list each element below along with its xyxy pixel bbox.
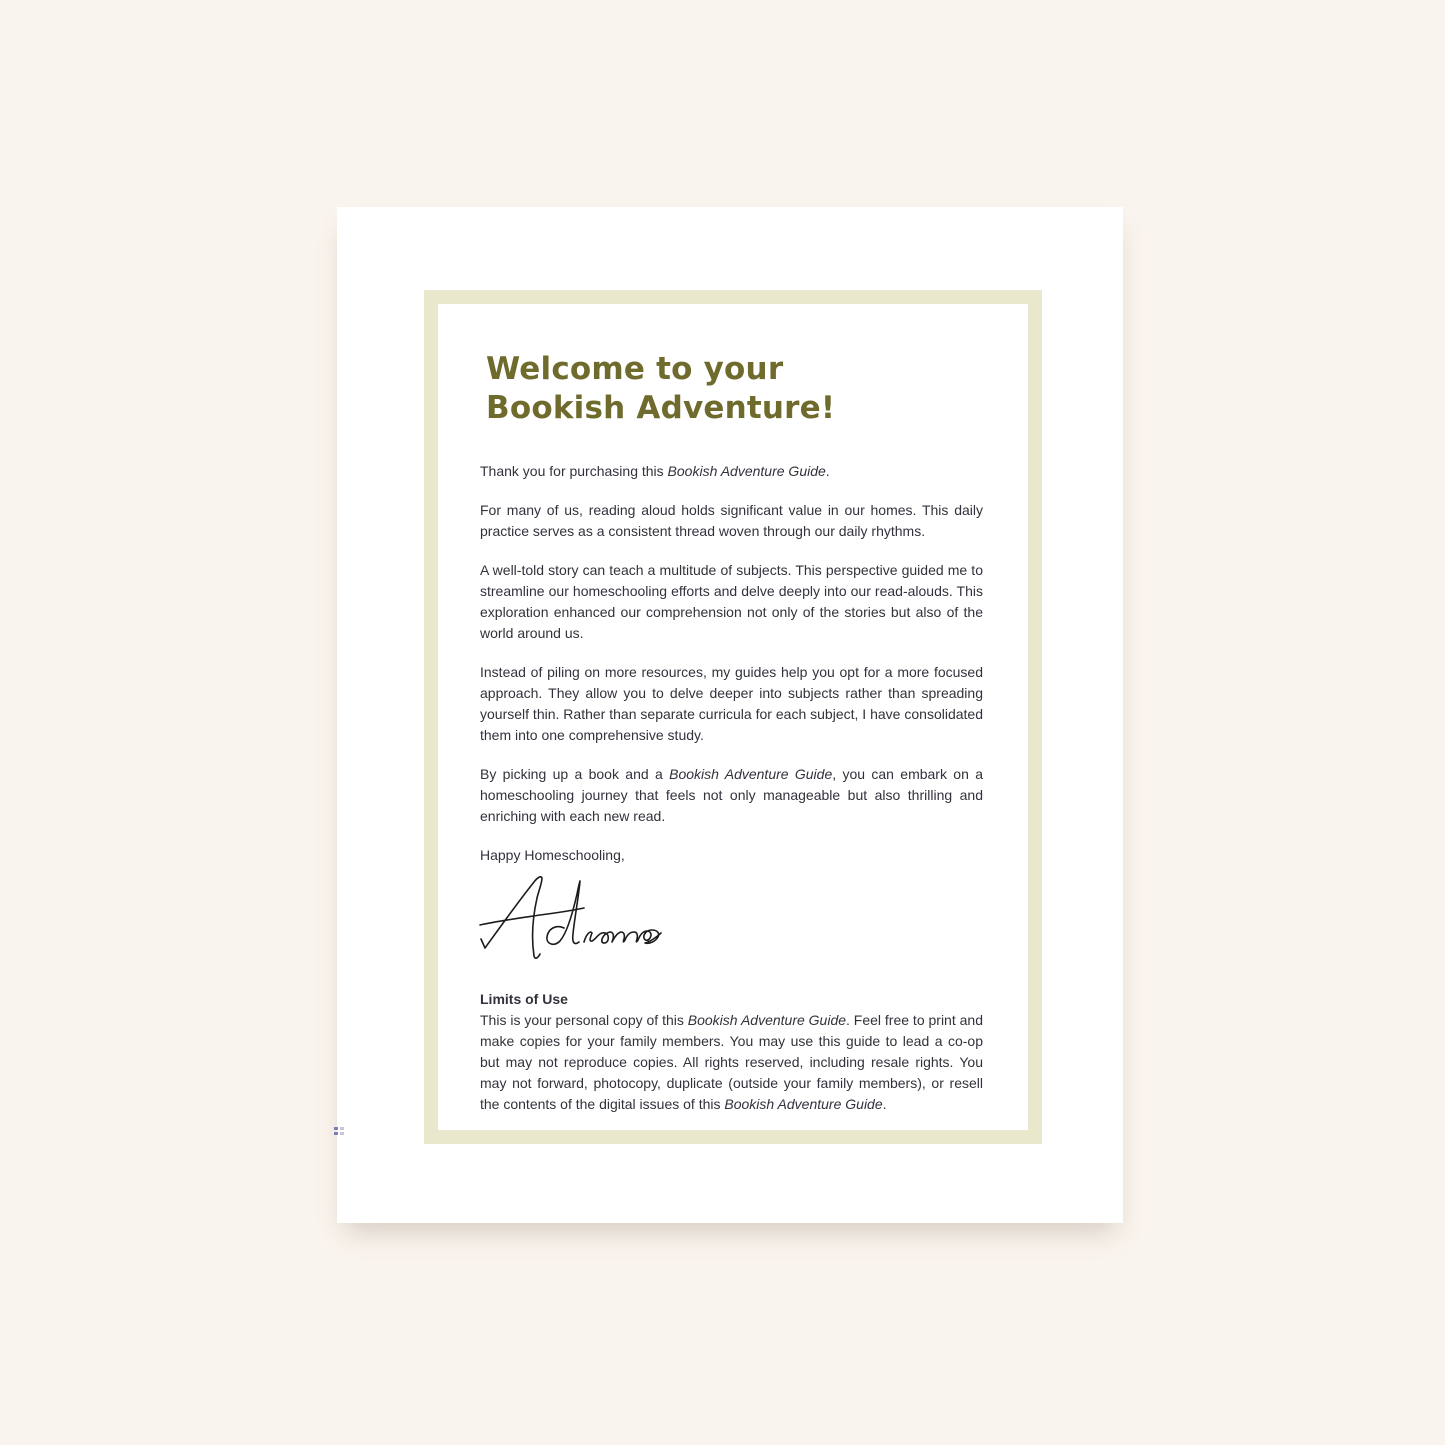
signature-rianne-stroke	[584, 930, 661, 943]
letter-body-bottom	[480, 989, 983, 1115]
page-title	[486, 350, 983, 428]
letter-body-top	[480, 461, 983, 866]
artifact-dot	[334, 1127, 338, 1130]
page-title-line1: Welcome to your	[486, 351, 784, 387]
document-page	[337, 207, 1123, 1223]
paragraph: Thank you for purchasing this Bookish Adventure Guide.	[480, 463, 830, 479]
signature-a-stroke	[481, 877, 542, 958]
signature	[478, 872, 668, 964]
artifact-dot	[334, 1132, 338, 1135]
signature-d-stroke	[547, 881, 580, 944]
paragraph: By picking up a book and a Bookish Adventure Guide, you can embark on a homeschooling journey that feels not only manageable but also thrilling and enriching with each new read.	[480, 766, 983, 824]
paragraph: For many of us, reading aloud holds significant value in our homes. This daily practice serves as a consistent thread woven through our daily rhythms.	[480, 502, 983, 539]
letter-content	[438, 304, 1028, 1130]
paragraph: Instead of piling on more resources, my guides help you opt for a more focused approach. They allow you to delve deeper into subjects rather than spreading yourself thin. Rather than separate curricula for each subject, I have consolidated them into one comprehensive study.	[480, 664, 983, 743]
page-artifact	[334, 1127, 348, 1141]
page-border-frame	[424, 290, 1042, 1144]
paragraph: A well-told story can teach a multitude of subjects. This perspective guided me to streamline our homeschooling efforts and delve deeply into our read-alouds. This exploration enhanced our comprehension not only of the stories but also of the world around us.	[480, 562, 983, 641]
paragraph: Happy Homeschooling,	[480, 847, 625, 863]
artifact-dot	[340, 1127, 344, 1130]
paragraph: This is your personal copy of this Bookish Adventure Guide. Feel free to print and make copies for your family members. You may use this guide to lead a co-op but may not reproduce copies. All rights reserved, including resale rights. You may not forward, photocopy, duplicate (outside your family members), or resell the contents of the digital issues of this Bookish Adventure Guide.	[480, 1012, 983, 1112]
page-title-line2: Bookish Adventure!	[486, 390, 836, 426]
paragraph: Limits of Use	[480, 991, 568, 1007]
artifact-dot	[340, 1132, 344, 1135]
